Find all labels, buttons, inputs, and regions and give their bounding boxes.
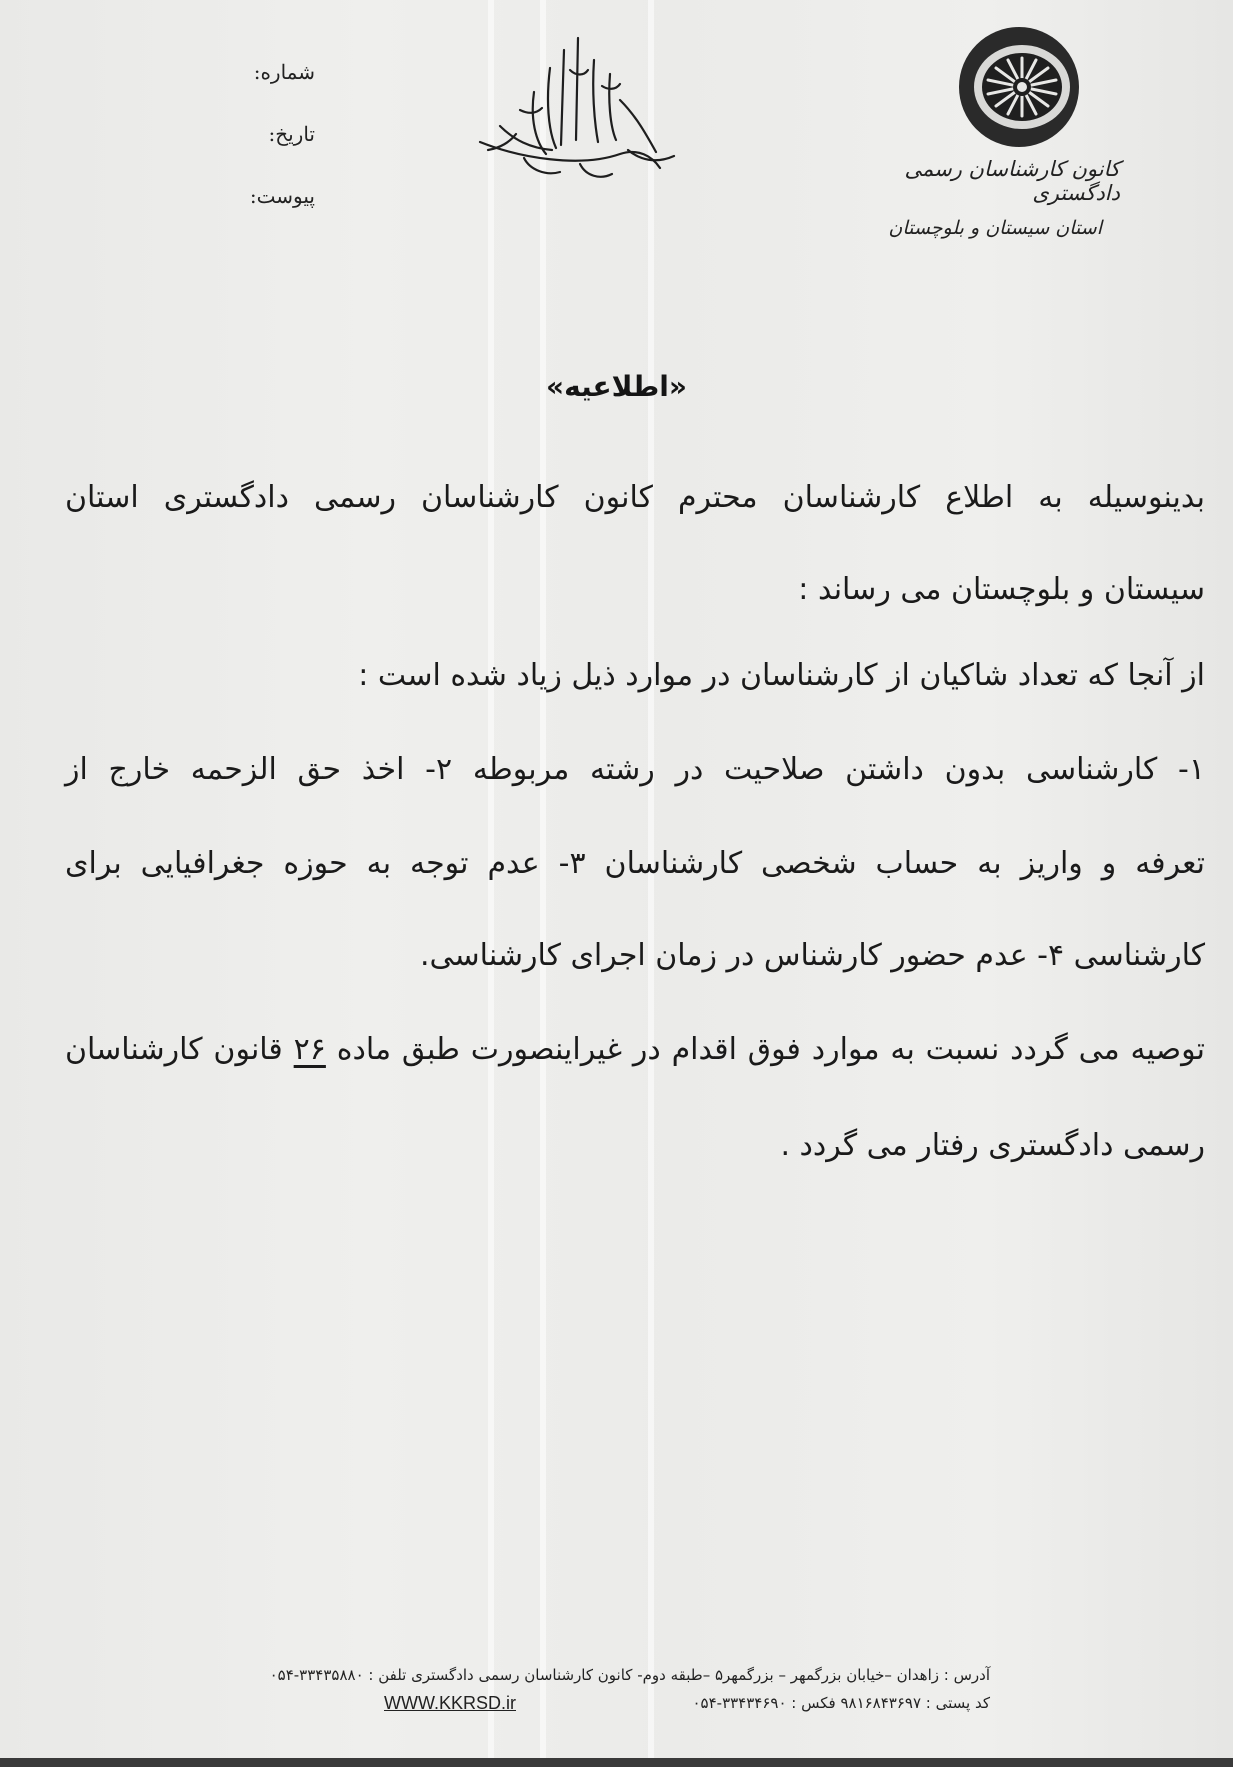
footer-address: آدرس : زاهدان –خیابان بزرگمهر – بزرگمهر۵ –طبقه دوم- کانون کارشناسان رسمی دادگستری تلفن : ۳۳۴۳۵۸۸۰-۰۵۴ <box>269 1666 990 1684</box>
notice-line: تعرفه و واریز به حساب شخصی کارشناسان ۳- عدم توجه به حوزه جغرافیایی برای <box>65 846 1205 881</box>
ref-number-label: شماره: <box>253 60 315 84</box>
notice-line: از آنجا که تعداد شاکیان از کارشناسان در موارد ذیل زیاد شده است : <box>358 658 1205 693</box>
notice-text: قانون کارشناسان <box>65 1032 283 1067</box>
organization-name: کانون کارشناسان رسمی دادگستری <box>904 157 1120 205</box>
notice-line: رسمی دادگستری رفتار می گردد . <box>780 1128 1205 1163</box>
notice-title: «اطلاعیه» <box>546 370 687 403</box>
footer-contact: کد پستی : ۹۸۱۶۸۴۳۶۹۷ فکس : ۳۳۴۳۴۶۹۰-۰۵۴ <box>692 1694 990 1712</box>
website-link[interactable]: WWW.KKRSD.ir <box>384 1693 516 1713</box>
article-number: ۲۶ <box>293 1032 326 1067</box>
organization-province: استان سیستان و بلوچستان <box>888 217 1102 239</box>
notice-line: کارشناسی ۴- عدم حضور کارشناس در زمان اجرای کارشناسی. <box>420 938 1205 973</box>
attachment-label: پیوست: <box>249 184 315 208</box>
notice-line: سیستان و بلوچستان می رساند : <box>798 572 1205 607</box>
notice-line: ۱- کارشناسی بدون داشتن صلاحیت در رشته مربوطه ۲- اخذ حق الزحمه خارج از <box>65 752 1205 787</box>
sunburst-emblem-icon <box>956 24 1082 150</box>
basmala-calligraphy-icon <box>460 30 700 195</box>
date-label: تاریخ: <box>268 122 315 146</box>
notice-text: توصیه می گردد نسبت به موارد فوق اقدام در غیراینصورت طبق ماده <box>336 1032 1205 1067</box>
reference-fields <box>205 60 315 246</box>
organization-block <box>880 22 1140 262</box>
scan-edge <box>0 1758 1233 1767</box>
notice-line <box>65 1030 1205 1070</box>
notice-line: بدینوسیله به اطلاع کارشناسان محترم کانون کارشناسان رسمی دادگستری استان <box>65 480 1205 515</box>
